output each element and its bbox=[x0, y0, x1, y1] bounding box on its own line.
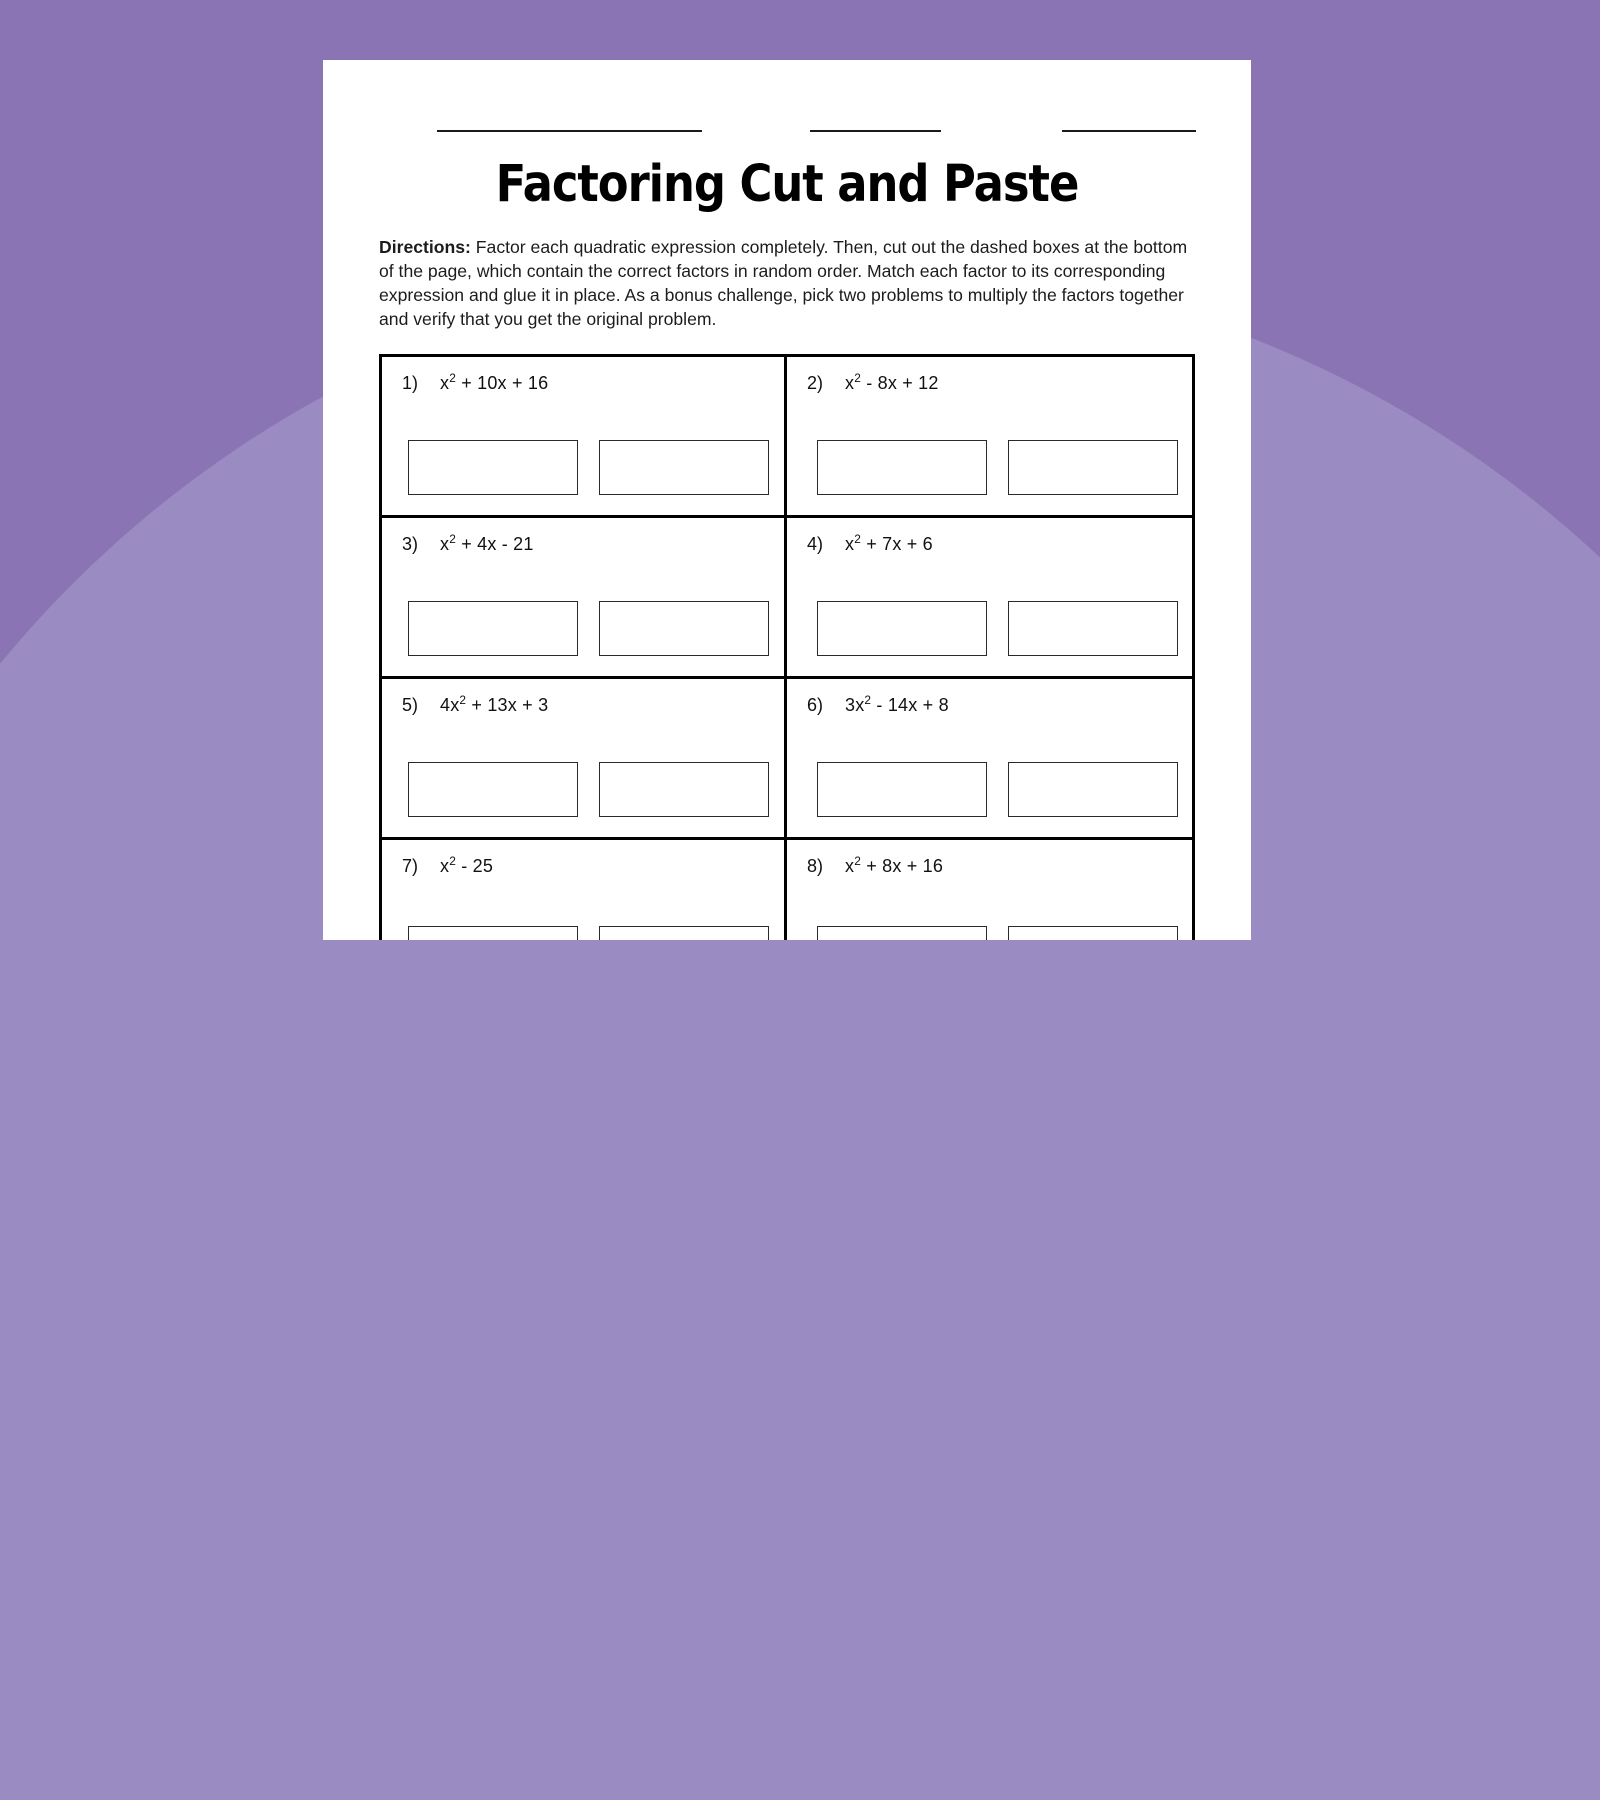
answer-boxes bbox=[408, 440, 769, 495]
expression-rest: + 7x + 6 bbox=[861, 534, 933, 554]
problem-cell-3 bbox=[382, 518, 787, 679]
problem-number: 3) bbox=[402, 534, 419, 554]
expression-exponent: 2 bbox=[459, 693, 467, 707]
answer-box-left[interactable] bbox=[408, 440, 578, 495]
page-title: Factoring Cut and Paste bbox=[495, 155, 1079, 214]
problem-number: 2) bbox=[807, 373, 824, 393]
problem-number: 8) bbox=[807, 856, 824, 876]
problem-expression bbox=[845, 534, 933, 555]
expression-base: 4x bbox=[440, 695, 460, 715]
answer-box-left[interactable] bbox=[408, 762, 578, 817]
problem-statement bbox=[402, 695, 784, 716]
answer-boxes bbox=[817, 762, 1178, 817]
answer-boxes bbox=[408, 762, 769, 817]
answer-box-left[interactable] bbox=[817, 926, 987, 940]
answer-box-left[interactable] bbox=[408, 601, 578, 656]
answer-boxes bbox=[817, 440, 1178, 495]
answer-box-right[interactable] bbox=[599, 440, 769, 495]
date-blank-line[interactable] bbox=[810, 130, 941, 132]
expression-exponent: 2 bbox=[449, 854, 457, 868]
expression-base: x bbox=[440, 373, 450, 393]
answer-box-right[interactable] bbox=[1008, 440, 1178, 495]
problem-expression bbox=[440, 695, 548, 716]
expression-rest: - 8x + 12 bbox=[861, 373, 939, 393]
problem-statement bbox=[807, 856, 1192, 877]
problem-statement bbox=[402, 856, 784, 877]
answer-box-right[interactable] bbox=[599, 926, 769, 940]
expression-rest: + 10x + 16 bbox=[456, 373, 549, 393]
problem-statement bbox=[402, 534, 784, 555]
answer-boxes bbox=[817, 926, 1178, 940]
expression-base: x bbox=[440, 534, 450, 554]
problem-expression bbox=[845, 856, 943, 877]
problem-expression bbox=[440, 534, 534, 555]
expression-rest: - 25 bbox=[456, 856, 494, 876]
expression-exponent: 2 bbox=[864, 693, 872, 707]
problem-cell-5 bbox=[382, 679, 787, 840]
answer-box-left[interactable] bbox=[817, 762, 987, 817]
problem-expression bbox=[440, 856, 493, 877]
problem-statement bbox=[402, 373, 784, 394]
problem-number: 4) bbox=[807, 534, 824, 554]
directions-label: Directions: bbox=[379, 237, 471, 257]
directions-paragraph bbox=[379, 235, 1195, 331]
expression-rest: + 8x + 16 bbox=[861, 856, 944, 876]
class-blank-line[interactable] bbox=[1062, 130, 1196, 132]
problem-number: 5) bbox=[402, 695, 419, 715]
problem-number: 7) bbox=[402, 856, 419, 876]
problem-number: 1) bbox=[402, 373, 419, 393]
problem-statement bbox=[807, 534, 1192, 555]
expression-rest: + 4x - 21 bbox=[456, 534, 534, 554]
answer-box-right[interactable] bbox=[1008, 762, 1178, 817]
problem-cell-6 bbox=[787, 679, 1192, 840]
expression-exponent: 2 bbox=[854, 532, 862, 546]
header-blank-lines bbox=[323, 130, 1251, 140]
problem-statement bbox=[807, 695, 1192, 716]
problem-expression bbox=[845, 695, 949, 716]
answer-boxes bbox=[817, 601, 1178, 656]
answer-box-right[interactable] bbox=[1008, 601, 1178, 656]
expression-base: 3x bbox=[845, 695, 865, 715]
answer-boxes bbox=[408, 601, 769, 656]
answer-box-right[interactable] bbox=[599, 601, 769, 656]
problem-cell-8 bbox=[787, 840, 1192, 940]
problem-cell-1 bbox=[382, 357, 787, 518]
problem-number: 6) bbox=[807, 695, 824, 715]
directions-text: Factor each quadratic expression completely. Then, cut out the dashed boxes at the bottom of the page, which contain the correct factors in random order. Match each factor to its corresponding expression and glue it in place. As a bonus challenge, pick two problems to multiply the factors together and verify that you get the original problem. bbox=[379, 237, 1188, 329]
expression-exponent: 2 bbox=[854, 371, 862, 385]
expression-exponent: 2 bbox=[854, 854, 862, 868]
expression-base: x bbox=[845, 373, 855, 393]
problem-expression bbox=[845, 373, 939, 394]
expression-base: x bbox=[845, 534, 855, 554]
expression-rest: + 13x + 3 bbox=[466, 695, 549, 715]
worksheet-page bbox=[323, 60, 1251, 940]
problem-cell-7 bbox=[382, 840, 787, 940]
problem-grid bbox=[379, 354, 1195, 940]
answer-box-right[interactable] bbox=[599, 762, 769, 817]
problem-statement bbox=[807, 373, 1192, 394]
answer-box-left[interactable] bbox=[817, 440, 987, 495]
expression-base: x bbox=[440, 856, 450, 876]
answer-boxes bbox=[408, 926, 769, 940]
answer-box-left[interactable] bbox=[408, 926, 578, 940]
answer-box-left[interactable] bbox=[817, 601, 987, 656]
problem-cell-4 bbox=[787, 518, 1192, 679]
problem-cell-2 bbox=[787, 357, 1192, 518]
expression-exponent: 2 bbox=[449, 532, 457, 546]
expression-exponent: 2 bbox=[449, 371, 457, 385]
name-blank-line[interactable] bbox=[437, 130, 702, 132]
expression-rest: - 14x + 8 bbox=[871, 695, 949, 715]
expression-base: x bbox=[845, 856, 855, 876]
answer-box-right[interactable] bbox=[1008, 926, 1178, 940]
problem-expression bbox=[440, 373, 548, 394]
